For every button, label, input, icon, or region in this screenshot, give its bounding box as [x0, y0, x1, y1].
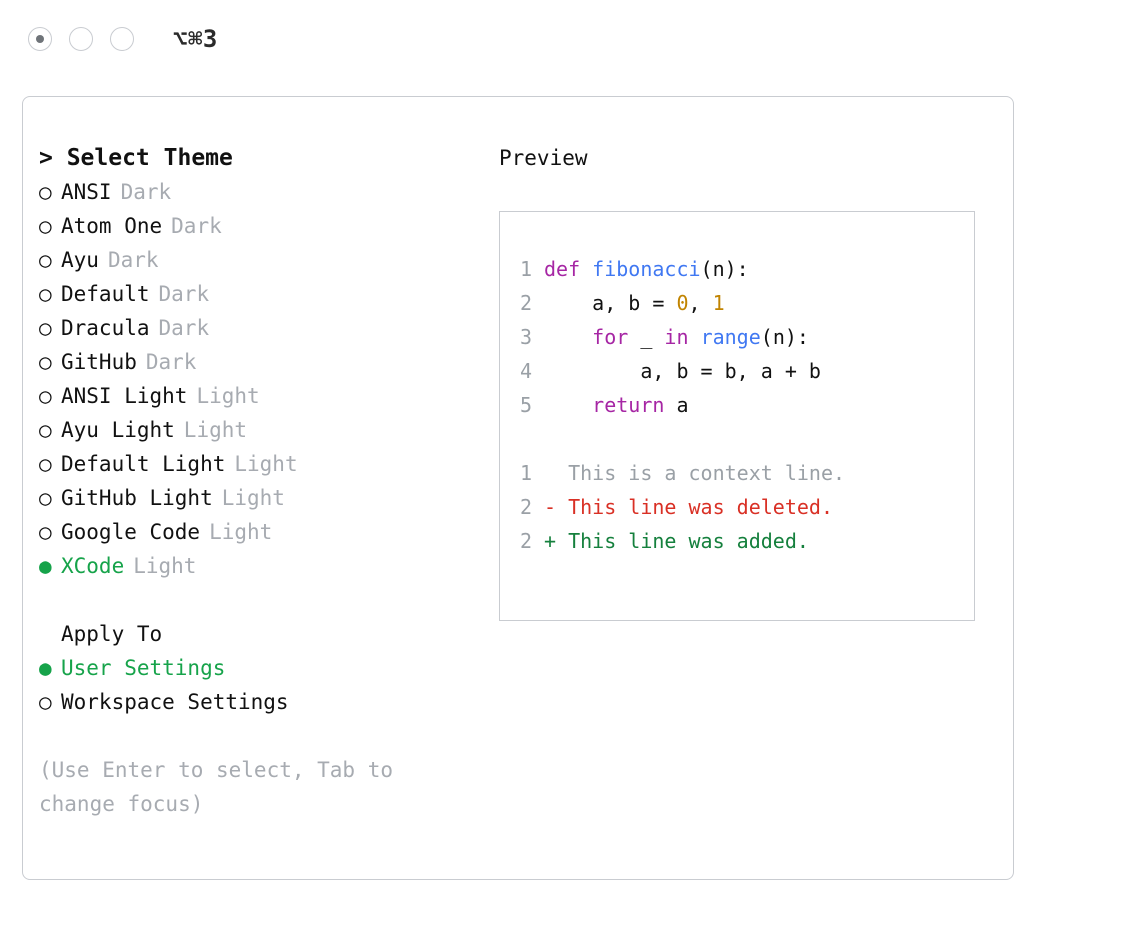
theme-list-item[interactable] — [39, 549, 499, 583]
keyboard-hint: (Use Enter to select, Tab to change focus) — [39, 758, 394, 816]
line-number: 2 — [519, 291, 532, 315]
code-token: a, b = b, a + b — [544, 359, 821, 383]
theme-list[interactable] — [39, 175, 499, 583]
theme-list-item[interactable] — [39, 413, 499, 447]
apply-to-label: User Settings — [61, 656, 226, 680]
radio-unselected-icon[interactable]: ○ — [39, 384, 52, 408]
code-token: range — [700, 325, 761, 349]
theme-name: GitHub Light — [61, 486, 213, 510]
theme-list-item[interactable] — [39, 481, 499, 515]
line-number: 1 — [519, 257, 532, 281]
code-sample — [500, 252, 974, 422]
radio-unselected-icon[interactable]: ○ — [39, 248, 52, 272]
code-line — [500, 252, 974, 286]
radio-unselected-icon[interactable]: ○ — [39, 350, 52, 374]
apply-to-option[interactable] — [39, 685, 499, 719]
code-token: 0 — [676, 291, 689, 315]
theme-list-item[interactable] — [39, 311, 499, 345]
theme-variant-label: Light — [234, 452, 298, 476]
radio-unselected-icon[interactable]: ○ — [39, 214, 52, 238]
code-line — [500, 286, 974, 320]
theme-name: ANSI — [61, 180, 112, 204]
theme-name: Atom One — [61, 214, 163, 238]
theme-name: GitHub — [61, 350, 137, 374]
code-line-content — [544, 354, 821, 388]
traffic-light-maximize-icon[interactable] — [110, 27, 134, 51]
code-line — [500, 354, 974, 388]
theme-name: Dracula — [61, 316, 150, 340]
diff-sample — [500, 456, 974, 558]
theme-variant-label: Light — [209, 520, 273, 544]
code-token: 1 — [712, 291, 725, 315]
code-token: , — [688, 291, 713, 315]
line-number: 2 — [519, 529, 532, 553]
code-token: for — [592, 325, 629, 349]
title-bar — [0, 0, 1140, 78]
keyboard-shortcut-label: ⌥⌘3 — [173, 25, 218, 53]
code-line — [500, 388, 974, 422]
code-token — [544, 393, 592, 417]
code-line-content — [544, 388, 689, 422]
theme-name: Default — [61, 282, 150, 306]
code-line — [500, 320, 974, 354]
theme-name: Google Code — [61, 520, 201, 544]
apply-to-list[interactable] — [39, 651, 499, 719]
theme-variant-label: Light — [183, 418, 248, 442]
diff-line — [500, 456, 974, 490]
diff-line — [500, 490, 974, 524]
theme-list-item[interactable] — [39, 277, 499, 311]
theme-variant-label: Light — [221, 486, 285, 510]
radio-unselected-icon[interactable]: ○ — [39, 452, 52, 476]
radio-unselected-icon[interactable]: ○ — [39, 282, 52, 306]
page-title: > Select Theme — [39, 145, 233, 171]
theme-name: Ayu Light — [61, 418, 175, 442]
traffic-light-minimize-icon[interactable] — [69, 27, 93, 51]
radio-selected-icon[interactable]: ● — [39, 554, 52, 578]
radio-unselected-icon[interactable]: ○ — [39, 520, 52, 544]
code-token: (n): — [700, 257, 749, 281]
radio-unselected-icon[interactable]: ○ — [39, 316, 52, 340]
code-token: def — [544, 257, 593, 281]
preview-column — [499, 141, 1013, 821]
code-token — [544, 325, 592, 349]
theme-variant-label: Dark — [158, 282, 210, 306]
diff-line — [500, 524, 974, 558]
line-number: 5 — [519, 393, 532, 417]
diff-line-content: + This line was added. — [544, 529, 809, 553]
theme-name: Ayu — [61, 248, 99, 272]
radio-unselected-icon[interactable]: ○ — [39, 690, 52, 714]
code-token — [689, 325, 701, 349]
line-number: 3 — [519, 325, 532, 349]
line-number: 1 — [519, 461, 532, 485]
code-line-content — [544, 252, 749, 286]
line-number: 4 — [519, 359, 532, 383]
code-token: a, b = — [544, 291, 677, 315]
code-token: return — [592, 393, 665, 417]
preview-title: Preview — [499, 146, 588, 170]
traffic-light-close-icon[interactable] — [28, 27, 52, 51]
preview-box — [499, 211, 975, 621]
theme-name: Default Light — [61, 452, 226, 476]
code-token: in — [664, 325, 689, 349]
theme-list-item[interactable] — [39, 379, 499, 413]
code-token: (n): — [760, 325, 809, 349]
code-line-content — [544, 320, 809, 354]
theme-variant-label: Dark — [171, 214, 222, 238]
radio-unselected-icon[interactable]: ○ — [39, 180, 52, 204]
theme-variant-label: Light — [196, 384, 260, 408]
theme-selection-column — [39, 141, 499, 821]
code-token: a — [664, 393, 689, 417]
code-token: _ — [628, 325, 665, 349]
theme-picker-panel — [22, 96, 1014, 880]
code-token: fibonacci — [592, 257, 701, 281]
radio-unselected-icon[interactable]: ○ — [39, 486, 52, 510]
diff-line-content: This is a context line. — [544, 461, 846, 485]
theme-variant-label: Dark — [158, 316, 210, 340]
code-line-content — [544, 286, 725, 320]
theme-list-item[interactable] — [39, 345, 499, 379]
theme-variant-label: Dark — [145, 350, 197, 374]
theme-list-item[interactable] — [39, 175, 499, 209]
theme-variant-label: Dark — [107, 248, 159, 272]
theme-list-item[interactable] — [39, 243, 499, 277]
apply-to-label: Workspace Settings — [61, 690, 289, 714]
theme-name: ANSI Light — [61, 384, 188, 408]
theme-list-item[interactable] — [39, 209, 499, 243]
radio-unselected-icon[interactable]: ○ — [39, 418, 52, 442]
theme-variant-label: Light — [133, 554, 197, 578]
theme-list-item[interactable] — [39, 447, 499, 481]
line-number: 2 — [519, 495, 532, 519]
radio-selected-icon[interactable]: ● — [39, 656, 52, 680]
theme-list-item[interactable] — [39, 515, 499, 549]
theme-variant-label: Dark — [120, 180, 172, 204]
apply-to-title: Apply To — [61, 622, 163, 646]
apply-to-option[interactable] — [39, 651, 499, 685]
diff-line-content: - This line was deleted. — [544, 495, 833, 519]
theme-name: XCode — [61, 554, 125, 578]
